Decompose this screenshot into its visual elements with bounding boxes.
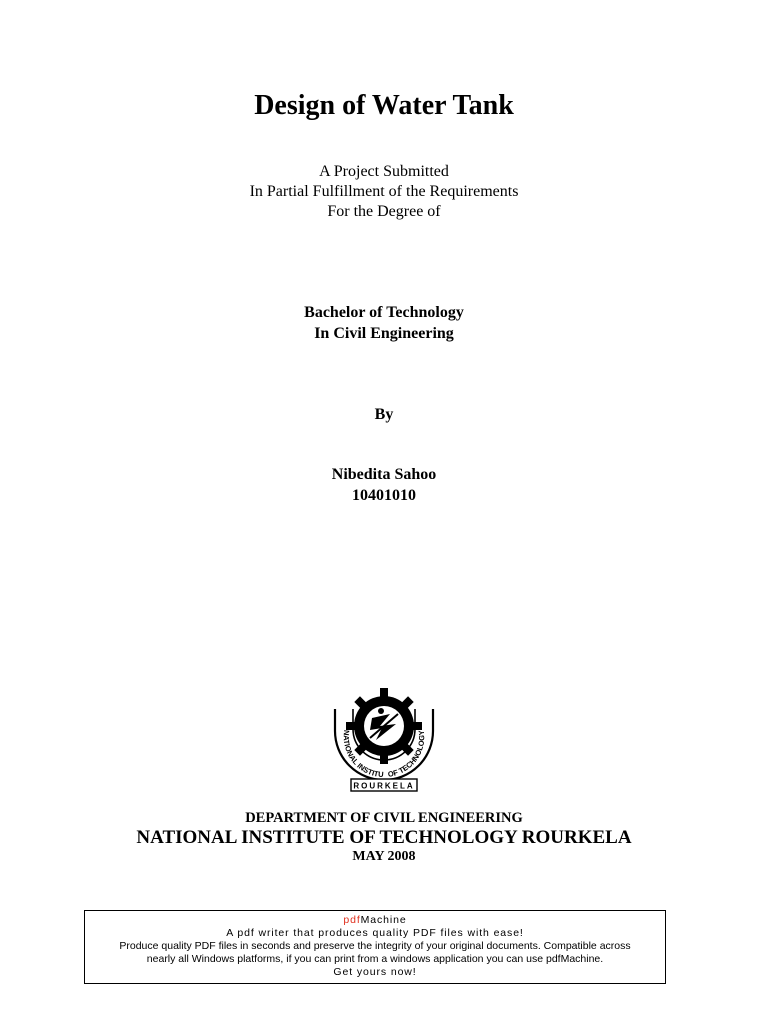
submission-date: MAY 2008 [352,849,416,864]
footer-description-2: nearly all Windows platforms, if you can print from a windows application you can use pdfMachine. [146,953,604,965]
document-title: Design of Water Tank [254,90,514,121]
author-name: Nibedita Sahoo [331,466,437,483]
degree-line-2: In Civil Engineering [314,325,454,342]
brand-pdf: pdf [343,914,361,926]
degree-line-1: Bachelor of Technology [304,304,464,321]
submission-line-3: For the Degree of [327,203,441,220]
footer-description-1: Produce quality PDF files in seconds and preserve the integrity of your original documents. Compatible across [119,940,631,952]
pdfmachine-footer [84,910,666,984]
footer-tagline: A pdf writer that produces quality PDF files with ease! [226,927,524,939]
submission-line-1: A Project Submitted [319,163,449,180]
brand-machine: Machine [360,914,407,926]
pdfmachine-brand[interactable] [85,914,665,927]
department-name: DEPARTMENT OF CIVIL ENGINEERING [245,810,523,826]
institute-logo [331,683,437,793]
by-label: By [374,406,394,423]
svg-text:OF TECHNOLOGY: OF TECHNOLOGY [387,729,427,779]
svg-text:ROURKELA: ROURKELA [353,781,415,791]
roll-number: 10401010 [352,487,416,504]
svg-text:NATIONAL INSTITUTE: NATIONAL INSTITU [341,729,384,780]
submission-line-2: In Partial Fulfillment of the Requirements [249,183,519,200]
footer-cta[interactable]: Get yours now! [333,966,417,978]
institute-name: NATIONAL INSTITUTE OF TECHNOLOGY ROURKELA [136,827,632,848]
